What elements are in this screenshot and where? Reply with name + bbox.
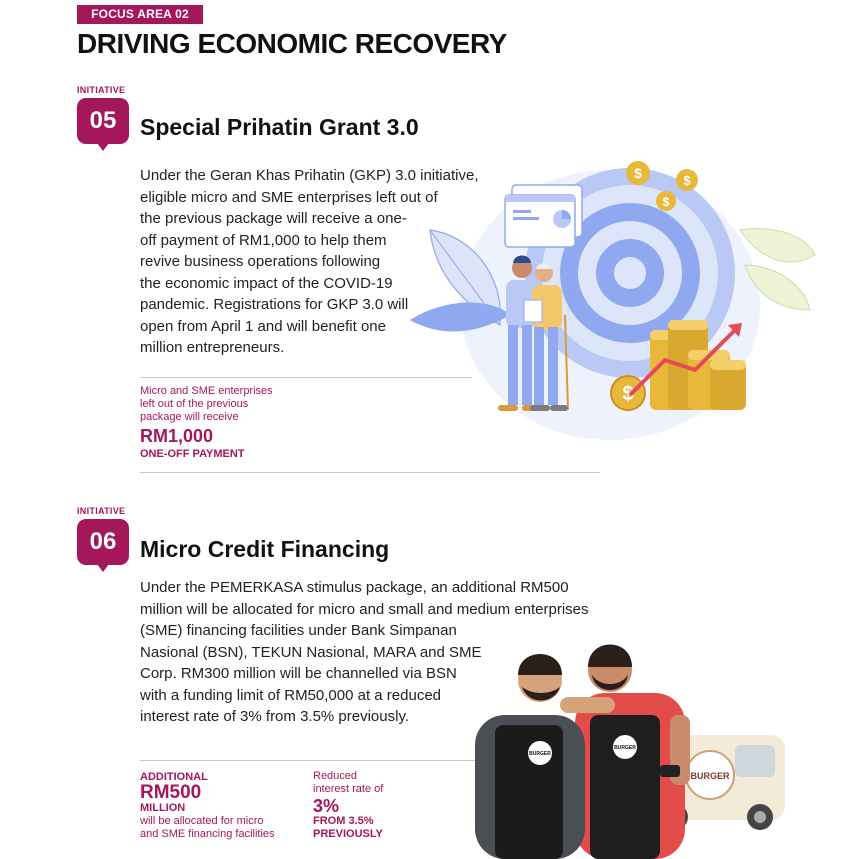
stat-sub: FROM 3.5% PREVIOUSLY: [313, 815, 383, 840]
stat-value: RM1,000: [140, 426, 214, 446]
page-title: DRIVING ECONOMIC RECOVERY: [77, 28, 507, 59]
grant-illustration: [410, 155, 830, 445]
svg-text:$: $: [634, 165, 642, 181]
apron-logo-text: BURGER: [614, 745, 636, 751]
initiative-number-badge: 05: [77, 98, 129, 144]
svg-text:$: $: [622, 383, 634, 405]
svg-text:$: $: [683, 173, 691, 188]
stat-caption: Reduced interest rate of: [313, 770, 384, 795]
stat-unit: MILLION: [140, 802, 186, 814]
divider: [140, 760, 480, 761]
entrepreneur-right-figure: [575, 645, 690, 859]
initiative-title: Special Prihatin Grant 3.0: [140, 114, 419, 140]
svg-text:$: $: [662, 195, 670, 209]
stat-pre: ADDITIONAL: [140, 771, 208, 783]
stat-value: 3%: [313, 796, 340, 816]
initiative-body: Under the Geran Khas Prihatin (GKP) 3.0 initiative, eligible micro and SME enterprises left out of the previous package will receive a one- off payment of RM1,000 to help them revive business operations following the economic impact of the COVID-19 pandemic. Registrations for GKP 3.0 will open from April 1 and will benefit one million entrepreneurs.: [140, 167, 479, 356]
stat-caption: will be allocated for micro and SME financing facilities: [140, 815, 275, 840]
truck-logo-text: BURGER: [690, 771, 730, 781]
initiative-label: INITIATIVE: [77, 85, 126, 95]
divider: [140, 472, 600, 473]
initiative-label: INITIATIVE: [77, 506, 126, 516]
stat-caption: Micro and SME enterprises left out of the previous package will receive: [140, 385, 273, 423]
focus-area-tag: FOCUS AREA 02: [77, 5, 203, 24]
burger-entrepreneurs-illustration: [470, 635, 800, 859]
stat-sub: ONE-OFF PAYMENT: [140, 448, 245, 460]
initiative-number-badge: 06: [77, 519, 129, 565]
stat-value: RM500: [140, 782, 202, 803]
leaf-icon: [740, 229, 815, 262]
apron-logo-text: BURGER: [529, 751, 551, 757]
initiative-body: Under the PEMERKASA stimulus package, an additional RM500 million will be allocated for micro and small and medium enterprises (SME) financing facilities under Bank Simpanan Nasional (BSN), TEKUN Nasional, MARA and SME Corp. RM300 million will be channelled via BSN with a funding limit of RM50,000 at a reduced interest rate of 3% from 3.5% previously.: [140, 579, 589, 725]
initiative-title: Micro Credit Financing: [140, 536, 390, 562]
